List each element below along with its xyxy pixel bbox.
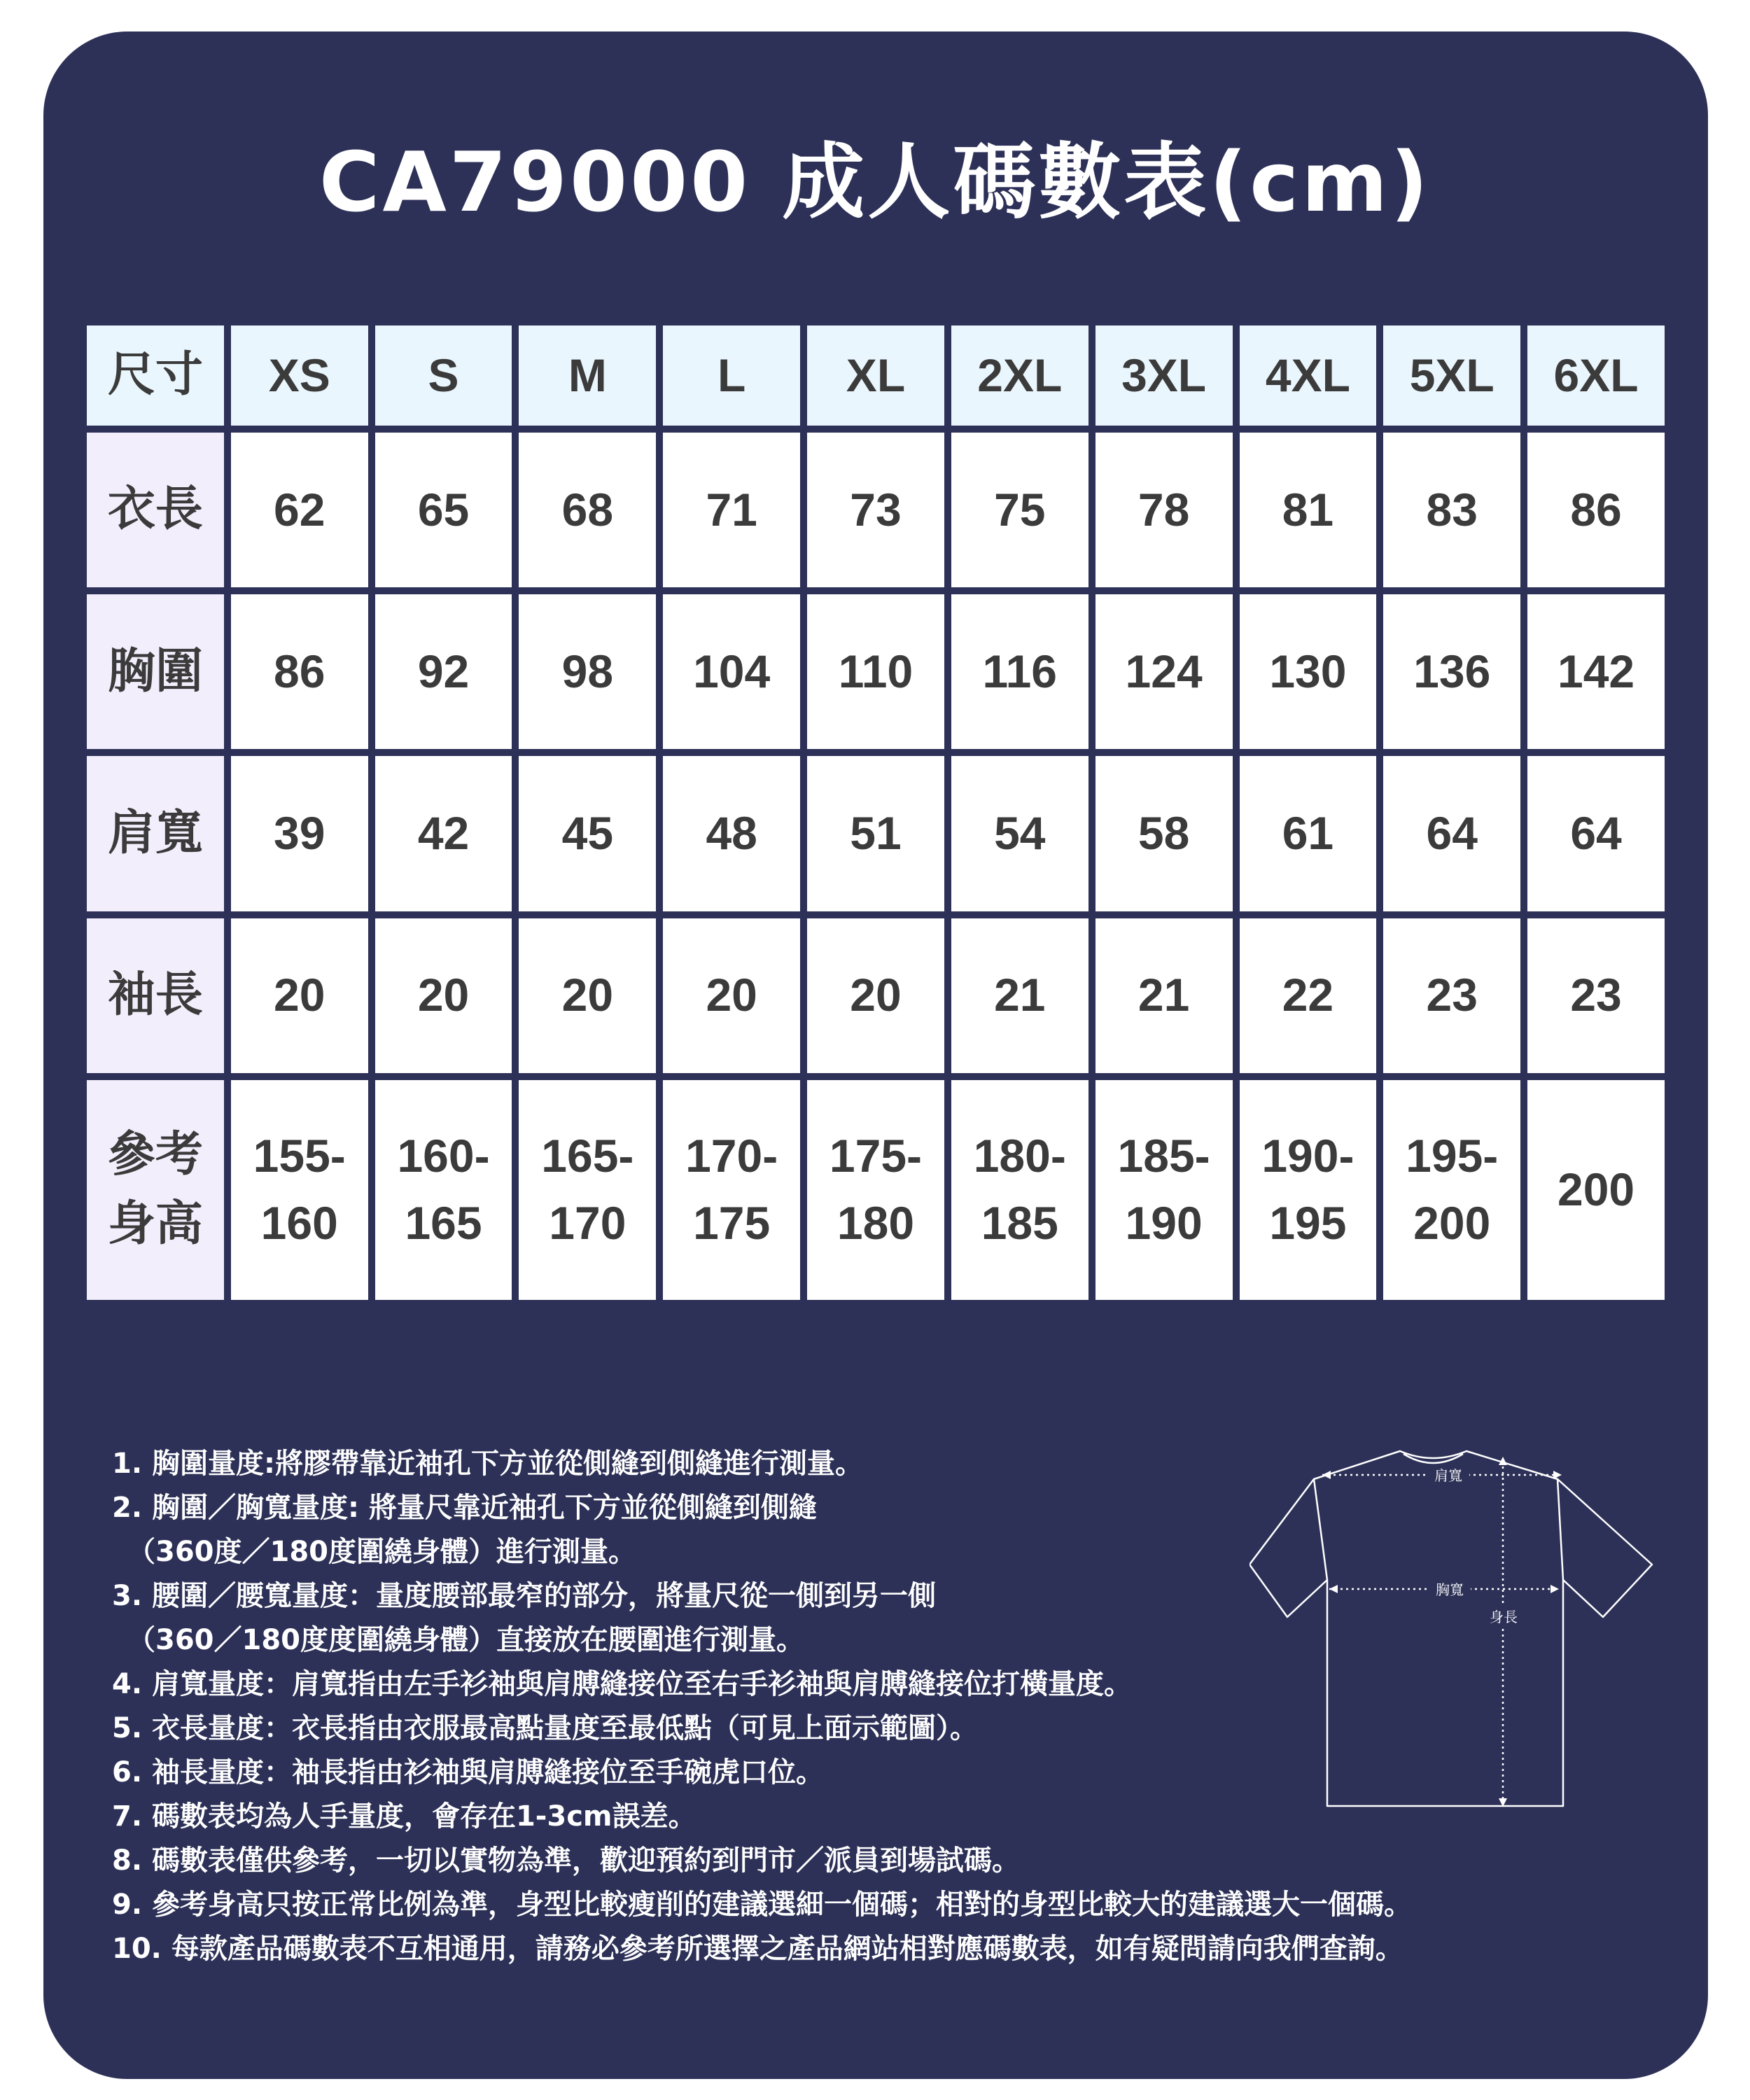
note-item: 6. 袖長量度：袖長指由衫袖與肩膊縫接位至手碗虎口位。 bbox=[112, 1756, 824, 1788]
size-5xl: 5XL bbox=[1383, 326, 1520, 426]
size-l: L bbox=[663, 326, 800, 426]
height-to: 165 bbox=[405, 1196, 482, 1249]
table-cell: 68 bbox=[519, 433, 656, 587]
row-label-height bbox=[87, 1080, 224, 1300]
size-table bbox=[80, 318, 1672, 1307]
table-cell bbox=[663, 1080, 800, 1300]
height-from: 185- bbox=[1117, 1130, 1210, 1182]
table-cell bbox=[1240, 1080, 1377, 1300]
table-cell bbox=[1527, 1080, 1665, 1300]
height-to: 160 bbox=[260, 1196, 338, 1249]
height-from: 180- bbox=[973, 1130, 1066, 1182]
note-item: 9. 參考身高只按正常比例為準，身型比較瘦削的建議選細一個碼；相對的身型比較大的建議選大一個碼。 bbox=[112, 1889, 1412, 1921]
table-cell bbox=[807, 1080, 944, 1300]
table-cell: 20 bbox=[807, 918, 944, 1073]
table-cell: 23 bbox=[1527, 918, 1665, 1073]
row-label-chest: 胸圍 bbox=[87, 594, 224, 749]
row-label-sleeve: 袖長 bbox=[87, 918, 224, 1073]
table-cell: 110 bbox=[807, 594, 944, 749]
table-cell: 21 bbox=[1096, 918, 1233, 1073]
arrowheads bbox=[1322, 1457, 1562, 1807]
table-cell bbox=[375, 1080, 512, 1300]
table-row-shoulder bbox=[87, 756, 1665, 911]
height-to: 185 bbox=[981, 1196, 1058, 1249]
table-cell: 51 bbox=[807, 756, 944, 911]
height-from: 170- bbox=[685, 1130, 778, 1182]
height-to: 170 bbox=[549, 1196, 626, 1249]
table-cell: 142 bbox=[1527, 594, 1665, 749]
height-to: 180 bbox=[836, 1196, 915, 1249]
table-row-body-length bbox=[87, 433, 1665, 587]
table-cell: 116 bbox=[951, 594, 1088, 749]
table-cell: 71 bbox=[663, 433, 800, 587]
table-cell bbox=[519, 1080, 656, 1300]
table-cell: 64 bbox=[1527, 756, 1665, 911]
height-from: 195- bbox=[1406, 1130, 1499, 1182]
table-cell: 42 bbox=[375, 756, 512, 911]
note-item: （360度／180度圍繞身體）進行測量。 bbox=[127, 1536, 636, 1568]
tshirt-measure-diagram bbox=[1250, 1432, 1656, 1823]
page-title: CA79000 成人碼數表(cm) bbox=[318, 134, 1432, 230]
table-cell: 86 bbox=[231, 594, 368, 749]
height-to: 195 bbox=[1269, 1196, 1347, 1249]
height-to: 200 bbox=[1413, 1196, 1491, 1249]
table-cell: 20 bbox=[231, 918, 368, 1073]
table-cell: 104 bbox=[663, 594, 800, 749]
table-cell: 81 bbox=[1240, 433, 1377, 587]
table-cell: 124 bbox=[1096, 594, 1233, 749]
size-header-label: 尺寸 bbox=[87, 326, 224, 426]
table-cell: 64 bbox=[1383, 756, 1520, 911]
note-item: 5. 衣長量度：衣長指由衣服最高點量度至最低點（可見上面示範圖）。 bbox=[112, 1712, 978, 1744]
table-cell: 62 bbox=[231, 433, 368, 587]
note-item: （360／180度度圍繞身體）直接放在腰圍進行測量。 bbox=[127, 1624, 804, 1656]
row-label-height-line2: 身高 bbox=[107, 1196, 203, 1252]
note-item: 10. 每款產品碼數表不互相通用，請務必參考所選擇之產品網站相對應碼數表，如有疑問請向我們查詢。 bbox=[112, 1933, 1404, 1965]
height-from: 175- bbox=[829, 1130, 923, 1182]
table-cell: 130 bbox=[1240, 594, 1377, 749]
table-row-sleeve bbox=[87, 918, 1665, 1073]
row-label-shoulder: 肩寬 bbox=[87, 756, 224, 911]
table-cell bbox=[1096, 1080, 1233, 1300]
table-row-height bbox=[87, 1080, 1665, 1300]
size-2xl: 2XL bbox=[951, 326, 1088, 426]
note-item: 7. 碼數表均為人手量度，會存在1-3cm誤差。 bbox=[112, 1800, 696, 1833]
table-cell: 54 bbox=[951, 756, 1088, 911]
tshirt-icon bbox=[1250, 1451, 1652, 1806]
height-to: 175 bbox=[693, 1196, 771, 1249]
table-cell: 39 bbox=[231, 756, 368, 911]
note-item: 8. 碼數表僅供參考，一切以實物為準，歡迎預約到門市／派員到場試碼。 bbox=[112, 1844, 1020, 1877]
table-cell bbox=[231, 1080, 368, 1300]
note-item: 3. 腰圍／腰寬量度：量度腰部最窄的部分，將量尺從一側到另一側 bbox=[112, 1580, 936, 1612]
chest-width-label: 胸寬 bbox=[1436, 1581, 1464, 1598]
height-from: 165- bbox=[541, 1130, 634, 1182]
size-m: M bbox=[519, 326, 656, 426]
height-from: 155- bbox=[253, 1130, 346, 1182]
table-cell: 45 bbox=[519, 756, 656, 911]
size-4xl: 4XL bbox=[1240, 326, 1377, 426]
height-from: 190- bbox=[1261, 1130, 1354, 1182]
size-header-row bbox=[87, 326, 1665, 426]
height-from: 160- bbox=[397, 1130, 490, 1182]
table-cell bbox=[1383, 1080, 1520, 1300]
height-to: 190 bbox=[1125, 1196, 1203, 1249]
table-cell: 61 bbox=[1240, 756, 1377, 911]
row-label-body-length: 衣長 bbox=[87, 433, 224, 587]
note-item: 4. 肩寬量度：肩寬指由左手衫袖與肩膊縫接位至右手衫袖與肩膊縫接位打橫量度。 bbox=[112, 1668, 1132, 1700]
row-label-height-line1: 參考 bbox=[107, 1127, 203, 1183]
table-cell: 83 bbox=[1383, 433, 1520, 587]
table-cell: 75 bbox=[951, 433, 1088, 587]
body-length-label: 身長 bbox=[1490, 1609, 1518, 1625]
size-3xl: 3XL bbox=[1096, 326, 1233, 426]
size-xl: XL bbox=[807, 326, 944, 426]
height-from: 200 bbox=[1558, 1163, 1635, 1216]
note-item: 2. 胸圍／胸寬量度: 將量尺靠近袖孔下方並從側縫到側縫 bbox=[112, 1492, 817, 1524]
table-cell: 92 bbox=[375, 594, 512, 749]
size-6xl: 6XL bbox=[1527, 326, 1665, 426]
table-cell: 23 bbox=[1383, 918, 1520, 1073]
table-cell: 65 bbox=[375, 433, 512, 587]
table-cell bbox=[951, 1080, 1088, 1300]
table-cell: 136 bbox=[1383, 594, 1520, 749]
shoulder-width-label: 肩寬 bbox=[1434, 1467, 1462, 1484]
table-cell: 98 bbox=[519, 594, 656, 749]
size-s: S bbox=[375, 326, 512, 426]
table-row-chest bbox=[87, 594, 1665, 749]
table-cell: 58 bbox=[1096, 756, 1233, 911]
table-cell: 22 bbox=[1240, 918, 1377, 1073]
table-cell: 20 bbox=[375, 918, 512, 1073]
note-item: 1. 胸圍量度:將膠帶靠近袖孔下方並從側縫到側縫進行測量。 bbox=[112, 1448, 863, 1480]
table-cell: 48 bbox=[663, 756, 800, 911]
table-cell: 21 bbox=[951, 918, 1088, 1073]
size-xs: XS bbox=[231, 326, 368, 426]
table-cell: 78 bbox=[1096, 433, 1233, 587]
table-cell: 20 bbox=[663, 918, 800, 1073]
table-cell: 73 bbox=[807, 433, 944, 587]
table-cell: 86 bbox=[1527, 433, 1665, 587]
table-cell: 20 bbox=[519, 918, 656, 1073]
